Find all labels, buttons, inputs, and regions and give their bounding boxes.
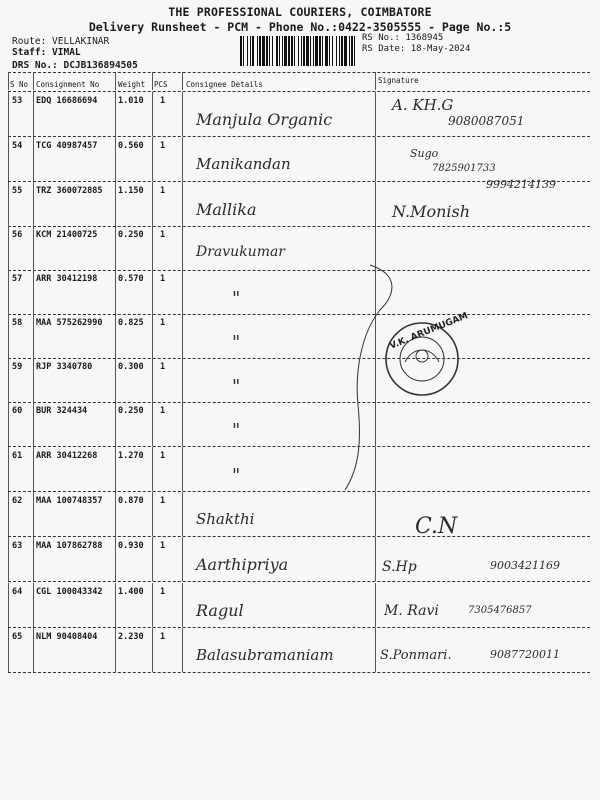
row-signature: C.N	[415, 514, 458, 539]
staff-label: Staff: VIMAL	[12, 47, 81, 58]
col-divider	[115, 137, 116, 181]
col-divider	[182, 182, 183, 226]
row-signature: N.Monish	[392, 202, 471, 221]
col-divider	[8, 628, 9, 672]
col-divider	[115, 314, 116, 358]
row-weight: 0.870	[118, 496, 144, 506]
row-sno: 63	[12, 541, 23, 551]
col-divider	[375, 137, 376, 181]
col-header-sno: S No	[10, 80, 29, 89]
col-divider	[115, 358, 116, 402]
col-divider	[33, 447, 34, 491]
row-consignee-name: "	[232, 288, 241, 309]
col-divider	[33, 314, 34, 358]
col-divider	[33, 226, 34, 270]
row-phone: 9080087051	[448, 114, 525, 128]
col-divider	[115, 92, 116, 136]
col-divider	[375, 583, 376, 627]
row-weight: 1.150	[118, 186, 144, 196]
row-pcs: 1	[160, 541, 166, 551]
col-divider	[8, 182, 9, 226]
col-divider	[33, 583, 34, 627]
col-divider	[152, 537, 153, 581]
table-row	[8, 402, 590, 446]
row-pcs: 1	[160, 451, 166, 461]
col-divider	[8, 402, 9, 446]
row-consignee-name: Shakthi	[196, 510, 255, 528]
row-phone: 7825901733	[432, 163, 496, 174]
rs-number: RS No.: 1368945	[362, 33, 444, 43]
row-pcs: 1	[160, 96, 166, 106]
row-pcs: 1	[160, 632, 166, 642]
barcode-image	[240, 36, 358, 66]
row-weight: 1.270	[118, 451, 144, 461]
col-divider	[8, 583, 9, 627]
col-divider	[182, 314, 183, 358]
row-phone: 9087720011	[490, 648, 560, 661]
col-divider	[375, 628, 376, 672]
col-divider	[33, 182, 34, 226]
col-divider	[33, 402, 34, 446]
row-sno: 61	[12, 451, 23, 461]
col-divider	[115, 537, 116, 581]
col-divider	[33, 628, 34, 672]
col-divider	[182, 92, 183, 136]
row-sno: 59	[12, 362, 23, 372]
row-sno: 65	[12, 632, 23, 642]
col-divider	[152, 314, 153, 358]
row-sno: 54	[12, 141, 23, 151]
col-divider	[152, 270, 153, 314]
row-consignee-name: Aarthipriya	[196, 555, 289, 574]
row-sno: 57	[12, 274, 23, 284]
col-divider	[182, 72, 183, 90]
row-sno: 62	[12, 496, 23, 506]
row-pcs: 1	[160, 141, 166, 151]
row-weight: 1.400	[118, 587, 144, 597]
company-title: THE PROFESSIONAL COURIERS, COIMBATORE	[168, 5, 432, 19]
col-header-consignment: Consignment No	[36, 80, 100, 89]
row-consignment-no: EDQ 16686694	[36, 96, 98, 106]
row-pcs: 1	[160, 186, 166, 196]
row-weight: 0.300	[118, 362, 144, 372]
col-divider	[115, 447, 116, 491]
col-divider	[182, 492, 183, 536]
row-consignment-no: RJP 3340780	[36, 362, 93, 372]
col-divider	[152, 358, 153, 402]
table-row	[8, 358, 590, 402]
row-consignee-name: Mallika	[196, 200, 257, 219]
row-consignment-no: NLM 90408404	[36, 632, 98, 642]
row-pcs: 1	[160, 362, 166, 372]
row-consignee-name: Dravukumar	[196, 244, 286, 260]
row-signature: A. KH.G	[392, 96, 454, 114]
col-divider	[115, 72, 116, 90]
row-consignee-name: Manjula Organic	[196, 110, 333, 129]
col-divider	[115, 402, 116, 446]
row-consignee-name: Ragul	[196, 601, 244, 620]
col-divider	[182, 402, 183, 446]
row-signature: M. Ravi	[384, 603, 439, 619]
row-separator	[8, 672, 590, 673]
col-header-consignee: Consignee Details	[186, 80, 263, 89]
svg-text:V.K. ARUMUGAM: V.K. ARUMUGAM	[388, 311, 470, 352]
row-pcs: 1	[160, 587, 166, 597]
col-divider	[152, 72, 153, 90]
row-consignment-no: BUR 324434	[36, 406, 88, 416]
row-sno: 60	[12, 406, 23, 416]
row-pcs: 1	[160, 496, 166, 506]
runsheet-subtitle: Delivery Runsheet - PCM - Phone No.:0422-3505555 - Page No.:5	[88, 20, 512, 34]
row-consignment-no: ARR 30412198	[36, 274, 98, 284]
row-pcs: 1	[160, 318, 166, 328]
col-divider	[375, 182, 376, 226]
row-consignee-name: "	[232, 376, 241, 397]
col-divider	[33, 537, 34, 581]
col-divider	[33, 358, 34, 402]
col-divider	[8, 92, 9, 136]
row-pcs: 1	[160, 406, 166, 416]
row-sno: 55	[12, 186, 23, 196]
col-divider	[8, 314, 9, 358]
row-weight: 0.250	[118, 230, 144, 240]
col-divider	[33, 137, 34, 181]
row-pcs: 1	[160, 230, 166, 240]
col-divider	[152, 402, 153, 446]
col-header-pcs: PCS	[154, 80, 168, 89]
col-divider	[115, 628, 116, 672]
col-divider	[115, 583, 116, 627]
row-sno: 64	[12, 587, 23, 597]
row-sno: 56	[12, 230, 23, 240]
row-consignee-name: "	[232, 420, 241, 441]
col-divider	[33, 92, 34, 136]
col-divider	[33, 270, 34, 314]
row-consignment-no: MAA 100748357	[36, 496, 103, 506]
col-divider	[115, 226, 116, 270]
route-label: Route: VELLAKINAR	[12, 36, 110, 47]
row-weight: 1.010	[118, 96, 144, 106]
col-divider	[152, 492, 153, 536]
company-round-stamp	[383, 311, 470, 400]
col-divider	[375, 72, 376, 90]
col-header-signature: Signature	[378, 76, 419, 85]
col-divider	[8, 447, 9, 491]
row-sno: 53	[12, 96, 23, 106]
col-divider	[152, 182, 153, 226]
row-weight: 0.930	[118, 541, 144, 551]
col-divider	[33, 72, 34, 90]
row-consignee-name: "	[232, 465, 241, 486]
row-consignment-no: MAA 107862788	[36, 541, 103, 551]
row-consignment-no: KCM 21400725	[36, 230, 98, 240]
row-weight: 0.570	[118, 274, 144, 284]
row-weight: 0.250	[118, 406, 144, 416]
col-divider	[33, 492, 34, 536]
row-signature: Sugo	[410, 147, 439, 160]
col-divider	[8, 137, 9, 181]
row-consignment-no: MAA 575262990	[36, 318, 103, 328]
col-divider	[182, 137, 183, 181]
col-divider	[8, 72, 9, 90]
rs-date: RS Date: 18-May-2024	[362, 44, 471, 54]
row-sno: 58	[12, 318, 23, 328]
row-signature: S.Hp	[382, 559, 417, 575]
row-weight: 0.560	[118, 141, 144, 151]
row-phone: 9994214139	[486, 178, 556, 191]
row-phone: 7305476857	[468, 605, 532, 616]
col-divider	[152, 137, 153, 181]
col-divider	[152, 447, 153, 491]
row-consignee-name: "	[232, 332, 241, 353]
col-divider	[115, 182, 116, 226]
row-phone: 9003421169	[490, 559, 560, 572]
row-separator	[8, 581, 590, 582]
col-divider	[8, 358, 9, 402]
col-divider	[8, 270, 9, 314]
row-pcs: 1	[160, 274, 166, 284]
col-divider	[182, 226, 183, 270]
col-divider	[152, 583, 153, 627]
col-divider	[375, 537, 376, 581]
row-weight: 2.230	[118, 632, 144, 642]
col-divider	[182, 358, 183, 402]
table-top-rule	[8, 72, 590, 73]
col-divider	[8, 492, 9, 536]
row-consignment-no: CGL 100043342	[36, 587, 103, 597]
row-consignment-no: ARR 30412268	[36, 451, 98, 461]
col-header-weight: Weight	[118, 80, 146, 89]
col-divider	[182, 583, 183, 627]
row-weight: 0.825	[118, 318, 144, 328]
row-consignee-name: Balasubramaniam	[196, 646, 334, 664]
col-divider	[375, 92, 376, 136]
row-consignment-no: TRZ 360072885	[36, 186, 103, 196]
col-divider	[115, 492, 116, 536]
col-divider	[182, 628, 183, 672]
row-consignee-name: Manikandan	[196, 155, 291, 173]
col-divider	[152, 92, 153, 136]
col-divider	[8, 226, 9, 270]
col-divider	[152, 628, 153, 672]
row-consignment-no: TCG 40987457	[36, 141, 98, 151]
col-divider	[8, 537, 9, 581]
col-divider	[182, 270, 183, 314]
col-divider	[115, 270, 116, 314]
col-divider	[182, 537, 183, 581]
drs-number: DRS No.: DCJB136894505	[12, 60, 138, 71]
col-divider	[152, 226, 153, 270]
col-divider	[182, 447, 183, 491]
row-signature: S.Ponmari.	[380, 648, 452, 663]
